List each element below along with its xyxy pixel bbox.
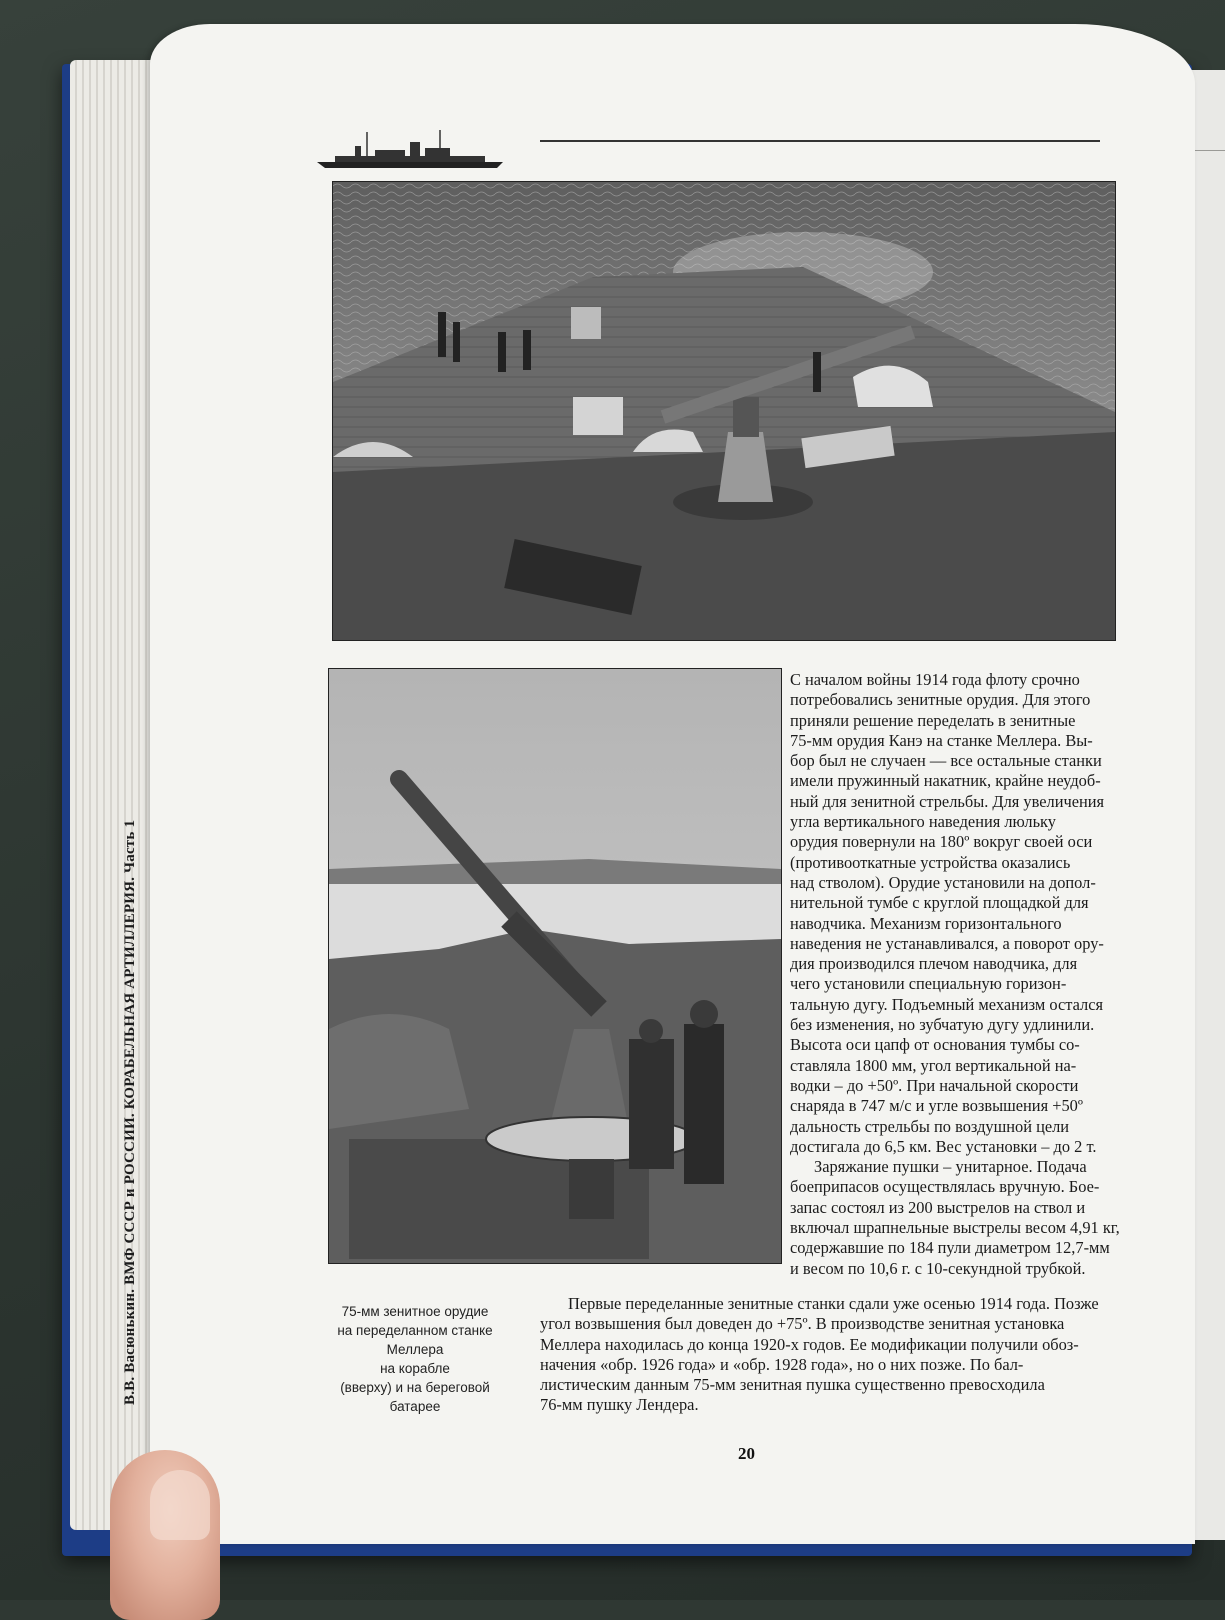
text-line: и весом по 10,6 г. с 10-секундной трубкой. [790,1258,1086,1278]
text-line: Первые переделанные зенитные станки сдали уже осенью 1914 года. Позже [568,1294,1099,1313]
text-line: угол возвышения был доведен до +75º. В производстве зенитная установка [540,1314,1065,1334]
photo-ship-deck-gun [332,181,1116,641]
body-text-right-column [790,670,1135,1279]
book-page [150,24,1195,1544]
text-line: дальность стрельбы по воздушной цели [790,1116,1070,1136]
text-line: орудия повернули на 180º вокруг своей оси [790,832,1093,852]
caption-line: на переделанном станке [337,1323,493,1338]
text-line: дия производился плечом наводчика, для [790,954,1078,974]
text-line: наведения не устанавливался, а поворот ору- [790,933,1104,953]
text-line: ставляла 1800 мм, угол вертикальной на- [790,1055,1077,1075]
text-line: Меллера находилась до конца 1920-х годов. Ее модификации получили обоз- [540,1334,1079,1354]
text-line: нительной тумбе с круглой площадкой для [790,893,1089,913]
text-line: Высота оси цапф от основания тумбы со- [790,1035,1080,1055]
caption-line: 75-мм зенитное орудие [341,1304,489,1319]
text-line: включал шрапнельные выстрелы весом 4,91 кг, [790,1218,1120,1238]
text-line: листическим данным 75-мм зенитная пушка существенно превосходила [540,1375,1045,1395]
text-line: наводчика. Механизм горизонтального [790,913,1062,933]
text-line: без изменения, но зубчатую дугу удлинили. [790,1015,1095,1035]
header-rule [540,140,1100,142]
text-line: начения «обр. 1926 года» и «обр. 1928 года», но о них позже. По бал- [540,1354,1024,1374]
text-line: 75-мм орудия Канэ на станке Меллера. Вы- [790,730,1093,750]
text-line: бор был не случаен — все остальные станки [790,751,1102,771]
page-number: 20 [738,1444,755,1463]
text-line: имели пружинный накатник, крайне неудоб- [790,771,1101,791]
text-line: 76-мм пушку Лендера. [540,1395,699,1415]
figure-caption [320,1302,510,1416]
running-header-vertical: В.В. Васюнькин. ВМФ СССР и РОССИИ. КОРАБЕЛЬНАЯ АРТИЛЛЕРИЯ. Часть 1 [122,819,138,1405]
text-line: достигала до 6,5 км. Вес установки – до 2 т. [790,1136,1097,1156]
text-line: приняли решение переделать в зенитные [790,710,1076,730]
text-line: угла вертикального наведения люльку [790,812,1056,832]
text-line: запас состоял из 200 выстрелов на ствол и [790,1197,1086,1217]
text-line: потребовались зенитные орудия. Для этого [790,690,1091,710]
thumbnail-highlight [150,1470,210,1540]
photo-coastal-battery-gun [328,668,782,1264]
text-line: боеприпасов осуществлялась вручную. Бое- [790,1177,1100,1197]
caption-line: (вверху) и на береговой [340,1380,490,1395]
text-line: (противооткатные устройства оказались [790,852,1071,872]
caption-line: батарее [389,1399,441,1414]
text-line: ный для зенитной стрельбы. Для увеличения [790,791,1105,811]
caption-line: Меллера [386,1342,444,1357]
caption-line: на корабле [380,1361,450,1376]
battleship-silhouette-icon [315,128,505,170]
body-text-bottom [540,1294,1150,1416]
text-line: над стволом). Орудие установили на допол- [790,872,1096,892]
text-line: тальную дугу. Подъемный механизм остался [790,994,1104,1014]
text-line: содержавшие по 184 пули диаметром 12,7-мм [790,1238,1110,1258]
text-line: С началом войны 1914 года флоту срочно [790,670,1080,689]
text-line: Заряжание пушки – унитарное. Подача [814,1157,1087,1177]
text-line: чего установили специальную горизон- [790,974,1067,994]
text-line: водки – до +50º. При начальной скорости [790,1075,1079,1095]
text-line: снаряда в 747 м/с и угле возвышения +50º [790,1096,1083,1116]
